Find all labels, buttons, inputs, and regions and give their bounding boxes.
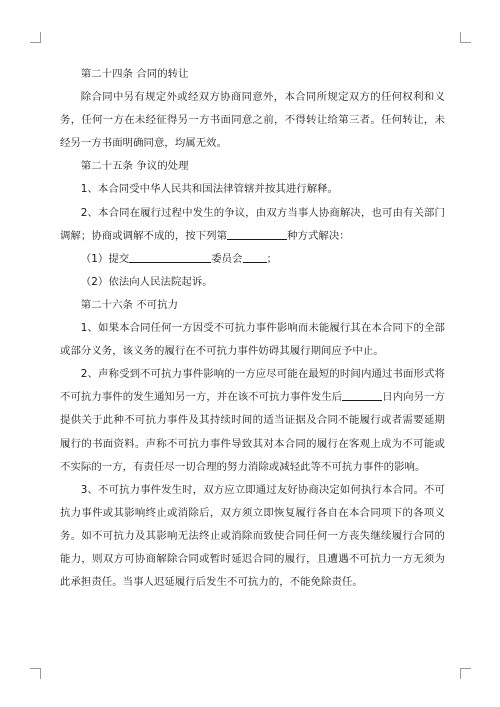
- blank-field-committee[interactable]: [243, 251, 267, 262]
- clause-text: 2、本合同在履行过程中发生的争议，由双方当事人协商解决，也可由有关部门调解；协商或调解不成的，按下列第: [60, 206, 445, 242]
- blank-field-arbitration-body[interactable]: [129, 251, 211, 262]
- article-25-clause-1: 1、本合同受中华人民共和国法律管辖并按其进行解释。: [80, 183, 339, 196]
- article-26-clause-2: [60, 363, 445, 478]
- option-text: ；: [266, 252, 278, 265]
- article-24-paragraph: 除合同中另有规定外或经双方协商同意外，本合同所规定双方的任何权利和义务，任何一方在未经征得另一方书面同意之前，不得转让给第三者。任何转让，未经另一方书面明确同意，均属无效。: [60, 91, 445, 150]
- article-26-heading: 第二十六条 不可抗力: [80, 298, 179, 311]
- clause-text: 日内向另一方提供关于此种不可抗力事件及其持续时间的适当证据及合同不能履行或者需要延期履行的书面资料。声称不可抗力事件导致其对本合同的履行在客观上成为不可能或不实际的一方，有责任尽一切合理的努力消除或减轻此等不可抗力事件的影响。: [60, 391, 445, 473]
- article-25-clause-2: [60, 202, 445, 248]
- option-text: （1）提交: [80, 252, 130, 265]
- option-text: 委员会: [211, 252, 243, 265]
- crop-mark-bottom-right: [460, 668, 471, 679]
- crop-mark-top-left: [30, 32, 41, 43]
- article-26-clause-3: 3、不可抗力事件发生时，双方应立即通过友好协商决定如何执行本合同。不可抗力事件或其影响终止或消除后，双方须立即恢复履行各自在本合同项下的各项义务。如不可抗力及其影响无法终止或消除而致使合同任何一方丧失继续履行合同的能力，则双方可协商解除合同或暂时延迟合同的履行，且遭遇不可抗力一方无须为此承担责任。当事人迟延履行后发生不可抗力的，不能免除责任。: [60, 483, 445, 589]
- article-25-option-2: （2）依法向人民法院起诉。: [80, 275, 213, 288]
- blank-field-days[interactable]: [342, 390, 382, 401]
- blank-field-method-number[interactable]: [227, 228, 287, 239]
- clause-text: 2、声称受到不可抗力事件影响的一方应尽可能在最短的时间内通过书面形式将不可抗力事件的发生通知另一方，并在该不可抗力事件发生后: [60, 368, 445, 404]
- article-25-heading: 第二十五条 争议的处理: [80, 160, 189, 173]
- article-25-option-1: [60, 248, 445, 271]
- crop-mark-bottom-left: [30, 668, 41, 679]
- crop-mark-top-right: [460, 32, 471, 43]
- article-24-heading: 第二十四条 合同的转让: [80, 68, 189, 80]
- clause-text: 种方式解决：: [287, 229, 350, 242]
- document-body: [60, 63, 445, 594]
- article-26-clause-1: 1、如果本合同任何一方因受不可抗力事件影响而未能履行其在本合同下的全部或部分义务，该义务的履行在不可抗力事件妨碍其履行期间应予中止。: [60, 322, 445, 358]
